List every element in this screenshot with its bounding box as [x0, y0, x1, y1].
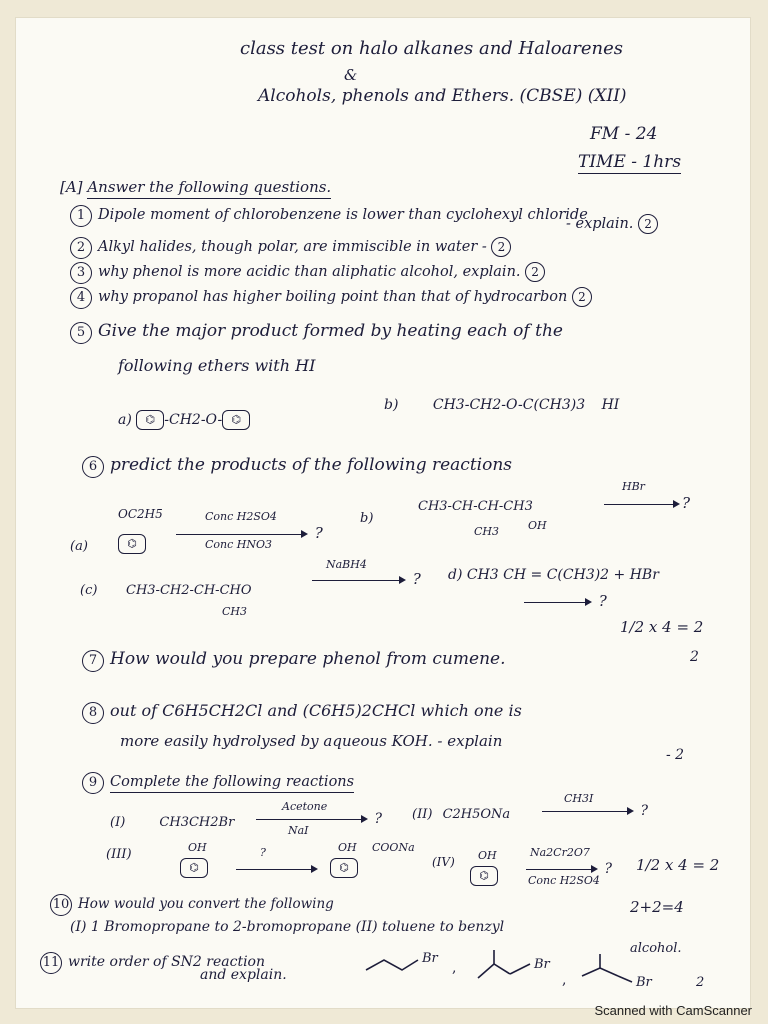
bromo-label: Br [534, 957, 550, 972]
question-number: 10 [50, 894, 72, 916]
question-9 [82, 772, 354, 794]
question-text: Dipole moment of chlorobenzene is lower than cyclohexyl chloride [98, 207, 588, 223]
question-10-continued: alcohol. [630, 941, 682, 956]
q9-i-arrow-row [252, 812, 382, 826]
reagent: HI [601, 397, 620, 413]
q9-iii-ring [180, 858, 208, 878]
marks-circle: 2 [491, 237, 511, 257]
question-text: why phenol is more acidic than aliphatic alcohol, explain. [98, 264, 521, 280]
q6-c-formula: CH3-CH2-CH-CHO [126, 583, 252, 598]
q9-iii-arrow-row [232, 862, 320, 876]
question-10 [50, 894, 334, 916]
tertiary-bromide-chain [582, 968, 618, 976]
title-ampersand: & [344, 66, 358, 84]
part-label: (I) [110, 815, 126, 830]
question-11-line-2: and explain. [200, 967, 287, 983]
q9-iv-oh: OH [478, 849, 497, 862]
question-text: out of C6H5CH2Cl and (C6H5)2CHCl which one is [110, 701, 522, 720]
question-10-part-i: (I) 1 Bromopropane to 2-bromopropane (II) toluene to benzyl [70, 919, 505, 935]
question-5-part-a [118, 410, 250, 430]
benzene-ring-icon: ⌬ [470, 866, 498, 886]
q6-b-sub-1: CH3 [474, 525, 500, 538]
question-number: 4 [70, 287, 92, 309]
benzene-ring-icon: ⌬ [180, 858, 208, 878]
alkyl-bromide-structures [360, 946, 710, 992]
reaction-arrow [524, 602, 590, 603]
part-label: (II) [412, 807, 433, 822]
q6-c-reagent: NaBH4 [326, 558, 367, 571]
bond-to-br [618, 976, 632, 982]
title-line-2: Alcohols, phenols and Ethers. (CBSE) (XII) [258, 86, 627, 106]
section-a-label: [A] [60, 178, 83, 196]
question-mark: ? [640, 803, 648, 819]
q9-i-reagent-bottom: NaI [288, 824, 309, 837]
q9-iv-reagent-top: Na2Cr2O7 [530, 846, 590, 859]
q9-part-2 [412, 808, 510, 821]
q6-a-reagent-bottom: Conc HNO3 [205, 538, 273, 551]
q6-a-ring [118, 534, 146, 554]
question-8-line-2: more easily hydrolysed by aqueous KOH. - explain [120, 732, 503, 750]
q9-iii-oh-product: OH [338, 841, 357, 854]
question-number: 6 [82, 456, 104, 478]
question-number: 5 [70, 322, 92, 344]
question-number: 11 [40, 952, 62, 974]
q6-b-reagent: HBr [622, 480, 645, 493]
question-text: - explain. [566, 216, 634, 232]
question-2 [70, 237, 511, 259]
q6-part-a-label: (a) [70, 539, 88, 554]
q9-iii-oh: OH [188, 841, 207, 854]
question-number: 9 [82, 772, 104, 794]
q6-a-reagent-top: Conc H2SO4 [205, 510, 277, 523]
question-text: How would you convert the following [78, 896, 334, 912]
benzene-ring-icon: ⌬ [330, 858, 358, 878]
benzene-ring-icon: ⌬ [118, 534, 146, 554]
question-mark: ? [682, 494, 691, 512]
bond-to-br [510, 964, 530, 974]
q9-iv-reagent-bottom: Conc H2SO4 [528, 874, 600, 887]
question-8-marks: - 2 [666, 747, 685, 763]
reaction-arrow [604, 504, 678, 505]
ether-linkage: -CH2-O- [164, 412, 223, 428]
question-text: why propanol has higher boiling point than that of hydrocarbon [98, 289, 568, 305]
question-number: 3 [70, 262, 92, 284]
primary-bromide-chain [366, 960, 418, 970]
section-a-instruction: Answer the following questions. [87, 178, 331, 199]
q6-c-arrow-row [308, 572, 421, 587]
q6-marks: 1/2 x 4 = 2 [620, 618, 704, 636]
question-number: 8 [82, 702, 104, 724]
q9-part-3-label: (III) [106, 847, 132, 862]
marks-circle: 2 [525, 262, 545, 282]
q9-iv-ring [470, 866, 498, 886]
marks-circle: 2 [572, 287, 592, 307]
question-text: write order of SN2 reaction [68, 954, 265, 970]
part-label: b) [384, 397, 399, 413]
reaction-arrow [236, 869, 316, 870]
q9-ii-arrow-row [538, 804, 648, 818]
q9-iii-product-ring [330, 858, 358, 878]
question-text: predict the products of the following reactions [110, 455, 512, 475]
q9-iii-reagent: ? [260, 846, 266, 859]
q6-part-b-label: b) [360, 511, 374, 526]
q6-d-arrow-row [520, 594, 607, 609]
bromo-label: Br [422, 951, 438, 966]
section-a-heading [60, 180, 331, 195]
time-limit: TIME - 1hrs [578, 152, 682, 172]
q9-ii-reagent-top: CH3I [564, 792, 594, 805]
reactant: CH3CH2Br [159, 815, 235, 830]
question-6 [82, 456, 512, 478]
q6-b-formula: CH3-CH-CH-CH3 [418, 499, 533, 514]
reaction-arrow [526, 869, 596, 870]
q6-part-d [448, 568, 659, 582]
full-marks: FM - 24 [590, 124, 658, 144]
question-7-marks: 2 [690, 649, 699, 665]
q9-part-1 [110, 816, 234, 829]
question-mark: ? [604, 861, 612, 877]
question-10-marks: 2+2=4 [630, 898, 684, 916]
question-4 [70, 287, 592, 309]
question-number: 2 [70, 237, 92, 259]
question-text: Complete the following reactions [110, 774, 354, 793]
question-5-line-2: following ethers with HI [118, 356, 316, 375]
reactant: C2H5ONa [442, 807, 511, 822]
reaction-arrow [176, 534, 306, 535]
question-text: Alkyl halides, though polar, are immiscible in water - [98, 239, 487, 255]
secondary-bromide-chain [478, 964, 510, 978]
question-3 [70, 262, 545, 284]
question-number: 1 [70, 205, 92, 227]
question-text: Give the major product formed by heating each of the [98, 321, 563, 341]
q9-part-4-label: (IV) [432, 855, 455, 869]
q6-part-c-label: (c) [80, 583, 98, 598]
question-11-marks: 2 [696, 975, 705, 990]
question-mark: ? [412, 570, 421, 588]
q9-marks: 1/2 x 4 = 2 [636, 856, 720, 874]
benzene-ring-icon: ⌬ [136, 410, 164, 430]
separator-comma: , [562, 972, 567, 988]
q6-b-arrow-row [600, 496, 690, 511]
question-5 [70, 322, 563, 344]
benzene-ring-icon: ⌬ [222, 410, 250, 430]
part-label: a) [118, 412, 132, 428]
question-8 [82, 702, 522, 724]
question-mark: ? [598, 592, 607, 610]
alkene-formula: CH3 CH = C(CH3)2 [466, 567, 610, 583]
question-text: How would you prepare phenol from cumene. [110, 649, 506, 669]
question-7 [82, 650, 506, 672]
marks-circle: 2 [638, 214, 658, 234]
question-number: 7 [82, 650, 104, 672]
question-1-continued [566, 214, 658, 234]
part-label: d) [448, 567, 463, 583]
ether-formula: CH3-CH2-O-C(CH3)3 [432, 397, 586, 413]
reaction-arrow [542, 811, 632, 812]
question-5-part-b [384, 398, 619, 412]
q9-iii-coona: COONa [372, 841, 415, 854]
question-mark: ? [314, 524, 323, 542]
bromo-label: Br [636, 975, 652, 990]
question-mark: ? [374, 811, 382, 827]
q6-b-sub-2: OH [528, 519, 547, 532]
reagent: + HBr [613, 567, 659, 583]
reaction-arrow [312, 580, 404, 581]
title-line-1: class test on halo alkanes and Haloarenes [240, 38, 624, 59]
question-1 [70, 205, 588, 227]
separator-comma: , [452, 960, 457, 976]
camscanner-watermark: Scanned with CamScanner [594, 1003, 752, 1018]
reaction-arrow [256, 819, 366, 820]
q6-c-sub: CH3 [222, 605, 248, 618]
q6-a-substituent: OC2H5 [118, 507, 163, 521]
q9-i-reagent-top: Acetone [282, 800, 328, 813]
